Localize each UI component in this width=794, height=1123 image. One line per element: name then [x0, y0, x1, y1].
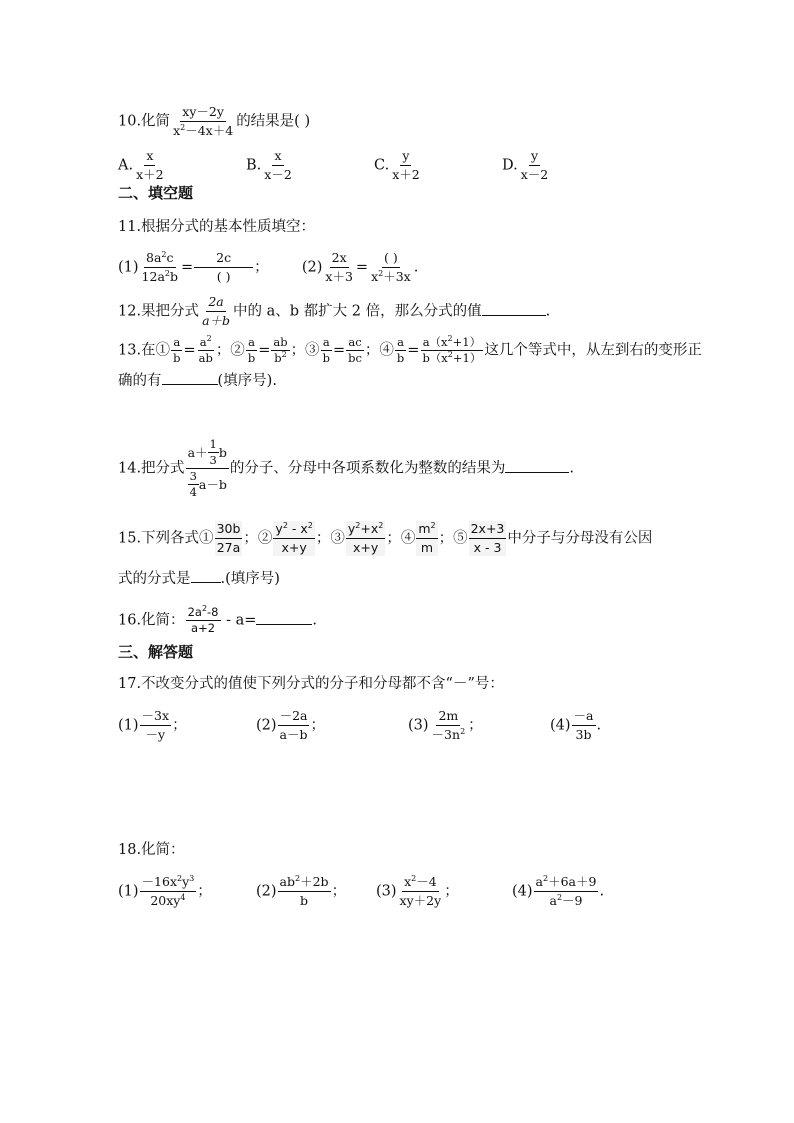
section-heading-answer: 三、解答题: [118, 643, 194, 661]
q17-item-4: (4) $\frac{-a}{3b}$ .: [550, 708, 602, 742]
question-12: 12.果把分式 $\frac{2a}{a+b}$ 中的 a、b 都扩大 2 倍，那么分式的值 .: [118, 294, 551, 328]
q11-p2-left: $\frac{2x}{x+3}$: [325, 250, 353, 284]
q11-p1-left: $\frac{8a^2c}{12a^2b}$: [141, 249, 179, 284]
q12-fraction: $\frac{2a}{a+b}$: [202, 294, 231, 328]
q18-item-2: (2) $\frac{ab^2+2b}{b}$ ；: [256, 873, 347, 908]
question-10: [118, 104, 310, 139]
q10-fraction: $\frac{xy-2y}{x^2-4x+4}$: [173, 104, 234, 138]
q11-p1-right: $\frac{2c}{( )}$: [194, 250, 253, 285]
q18-item-4: (4) $\frac{a^2+6a+9}{a^2-9}$ .: [512, 873, 605, 908]
question-18: 18.化简：: [118, 842, 185, 858]
q16-answer-blank: [256, 610, 312, 625]
q17-item-2: (2) $\frac{-2a}{a-b}$ ；: [256, 708, 326, 742]
question-13-line-2: 确的有 (填序号).: [118, 370, 277, 391]
q18-item-1: (1) $\frac{-16x^2y^3}{20xy^4}$ ；: [118, 873, 212, 908]
q10-suffix: 的结果是( ): [236, 113, 311, 130]
question-16: 16.化简： $\frac{2a^2-8}{a+2}$ - a= .: [118, 604, 318, 635]
question-11: 11.根据分式的基本性质填空：: [118, 219, 316, 235]
question-15-line-2: 式的分式是 .(填序号): [118, 568, 280, 589]
q17-item-1: (1) $\frac{-3x}{-y}$ ；: [118, 708, 187, 742]
q17-item-3: (3) $\frac{2m}{-3n^2}$ ；: [408, 708, 483, 742]
q15-answer-blank: [191, 568, 221, 583]
question-15: 15.下列各式① $\frac{30b}{27a}$ ；② $\frac{y^2 - x^2}{x+y}$ ；③ $\frac{y^2+x^2}{x+y}$ ；④ $\frac{m^2}{m}$ ；⑤ $\frac{2x+3}{x - 3}$ 中分子与分母没有公因: [118, 520, 653, 555]
q14-complex-fraction: a＋ $\frac{1}{3}$ b $\frac{3}{4}$ a－b: [187, 437, 227, 499]
q10-option-c: C. $\frac{y}{x+2}$: [374, 148, 420, 182]
section-heading-fill-blank: 二、填空题: [118, 184, 194, 202]
q10-option-b: B. $\frac{x}{x-2}$: [246, 148, 292, 182]
q10-prefix: 10.化简: [118, 113, 171, 130]
q13-answer-blank: [162, 370, 218, 385]
question-11-parts: (1) $\frac{8a^2c}{12a^2b}$ = $\frac{2c}{( )}$ ； (2) $\frac{2x}{x+3}$ = $\frac{( )}{x^2+3x}$ .: [118, 249, 419, 284]
q14-answer-blank: [505, 458, 569, 473]
question-14: 14.把分式 a＋ $\frac{1}{3}$ b $\frac{3}{4}$ a－b 的分子、分母中各项系数化为整数的结果为 .: [118, 437, 574, 499]
q10-option-d: D. $\frac{y}{x-2}$: [502, 148, 549, 182]
q12-answer-blank: [482, 301, 546, 316]
question-17: 17.不改变分式的值使下列分式的分子和分母都不含“－”号：: [118, 676, 504, 692]
question-13: 13.在① $\frac{a}{b}$ = $\frac{a^2}{ab}$ ；② $\frac{a}{b}$ = $\frac{ab}{b^2}$ ；③ $\frac{a}{b}$ = $\frac{ac}{bc}$ ；④ $\frac{a}{b}$ = $\frac{a(x^2+1)}{b(x^2+1)}$ 这几个等式中，从左到右的变形正: [118, 334, 702, 365]
q11-p2-right: $\frac{( )}{x^2+3x}$: [371, 250, 411, 284]
q10-option-a: A. $\frac{x}{x+2}$: [118, 148, 164, 182]
q18-item-3: (3) $\frac{x^2-4}{xy+2y}$ ；: [376, 873, 459, 908]
